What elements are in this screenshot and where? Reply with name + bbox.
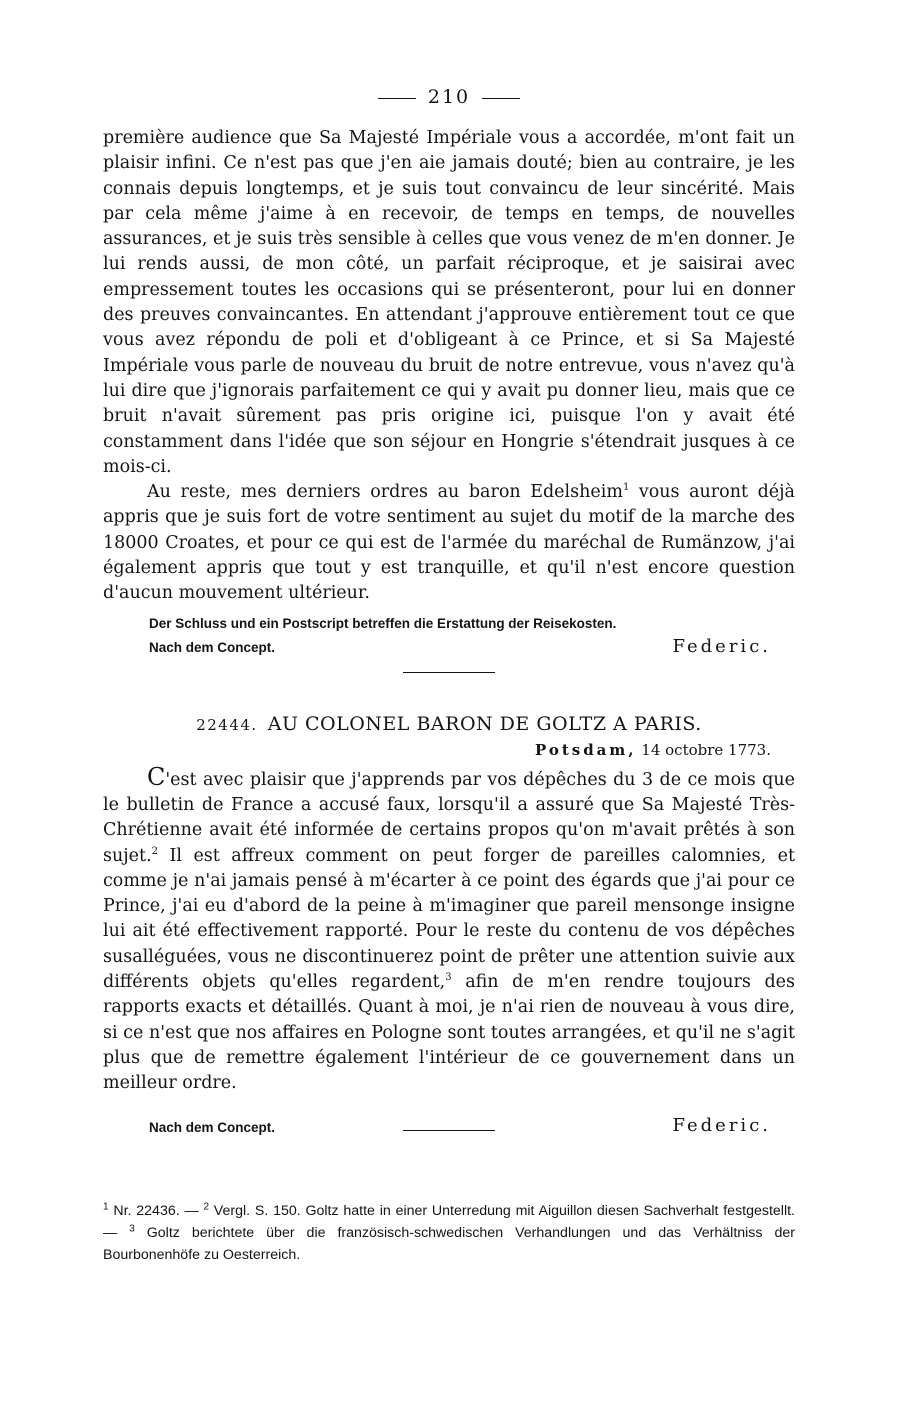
header-rule-right [482, 98, 520, 99]
footnote-text-2: Vergl. S. 150. Goltz hatte in einer Unterredung mit Aiguillon diesen Sachverhalt festgestellt. — [103, 1203, 795, 1241]
letter-closing [149, 635, 771, 660]
letter-heading [103, 713, 795, 735]
editorial-note: Der Schluss und ein Postscript betreffen die Erstattung der Reisekosten. [149, 615, 617, 631]
footnotes [103, 1200, 795, 1266]
footnote-ref-3: 3 [445, 972, 452, 984]
dateline [103, 741, 771, 759]
concept-label-2: Nach dem Concept. [149, 1119, 276, 1135]
footnote-marker-1: 1 [103, 1201, 109, 1213]
letter-closing-2 [103, 1103, 795, 1136]
paragraph-text: vous auront déjà appris que je suis fort de votre sentiment au sujet du motif de la marche des 18000 Croates, et pour ce qui est de l'armée du maréchal de Rumänzow, j'ai également appris que tout y est tranquille, et qu'il n'est encore question d'aucun mouvement ultérieur. [103, 482, 795, 604]
document-page [103, 86, 796, 1136]
letter-number: 22444. [196, 715, 258, 734]
letter-title: AU COLONEL BARON DE GOLTZ A PARIS. [267, 712, 702, 735]
dateline-date: 14 octobre 1773. [641, 740, 771, 759]
footnote-text-1: Nr. 22436. — [108, 1203, 204, 1219]
letter-text: Il est affreux comment on peut forger de pareilles calomnies, et comme je n'ai jamais pensé à m'écarter à ce point des égards que j'ai pour ce Prince, j'ai eu d'abord de la peine à m'imaginer que pareil mensonge insigne lui ait été effectivement rapporté. Pour le reste du contenu de vos dépêches susalléguées, vous ne discontinuerez point de prêter une attention suivie aux différents objets qu'elles regardent, [103, 845, 795, 993]
page-number-header [103, 86, 795, 108]
footnote-marker-3: 3 [129, 1223, 135, 1235]
paragraph-edelsheim [103, 480, 795, 606]
page-number: 210 [427, 86, 471, 108]
concept-label: Nach dem Concept. [149, 639, 276, 655]
drop-letter: C [147, 762, 166, 791]
section-divider [403, 672, 495, 673]
continuation-paragraph: première audience que Sa Majesté Impériale vous a accordée, m'ont fait un plaisir infini. Ce n'est pas que j'en aie jamais douté; bien au contraire, je les connais depuis longtemps, et je suis tout convaincu de leur sincérité. Mais par cela même j'aime à en recevoir, de temps en temps, de nouvelles assurances, et je suis très sensible à celles que vous venez de m'en donner. Je lui rends aussi, de mon côté, un parfait réciproque, et je saisirai avec empressement toutes les occasions qui se présenteront, pour lui en donner des preuves convaincantes. En attendant j'approuve entièrement tout ce que vous avez répondu de poli et d'obligeant à ce Prince, et si Sa Majesté Impériale vous parle de nouveau du bruit de notre entrevue, vous n'avez qu'à lui dire que j'ignorais parfaitement ce qui y avait pu donner lieu, mais que ce bruit n'avait sûrement pas pris origine ici, puisque l'on y avait été constamment dans l'idée que son séjour en Hongrie s'étendrait jusques à ce mois-ci. [103, 128, 795, 477]
letter-body [103, 762, 796, 1097]
paragraph-text: Au reste, mes derniers ordres au baron Edelsheim [147, 482, 623, 503]
section-divider-2 [403, 1130, 495, 1131]
footnote-marker-2: 2 [203, 1201, 210, 1213]
letter-text: 'est avec plaisir que j'apprends par vos dépêches du 3 de ce mois que le bulletin de France a accusé faux, lorsqu'il a assuré que Sa Majesté Très-Chrétienne avait été informée de certains propos qu'on m'avait prêtés à son sujet. [103, 769, 795, 866]
footnote-text-3: Goltz berichtete über die französisch-schwedischen Verhandlungen und das Verhältniss der Bourbonenhöfe zu Oesterreich. [103, 1225, 795, 1263]
signature-2: Federic. [672, 1114, 771, 1136]
footnote-ref-2: 2 [151, 845, 159, 857]
signature: Federic. [672, 635, 771, 657]
footnote-ref-1: 1 [622, 482, 630, 494]
header-rule-left [378, 98, 416, 99]
dateline-place: Potsdam, [534, 740, 637, 759]
letter-text: afin de m'en rendre toujours des rapports exacts et détaillés. Quant à moi, je n'ai rien de nouveau à vous dire, si ce n'est que nos affaires en Pologne sont toutes arrangées, et qu'il ne s'agit plus que de remettre également l'intérieur de ce gouvernement dans un meilleur ordre. [103, 972, 796, 1094]
